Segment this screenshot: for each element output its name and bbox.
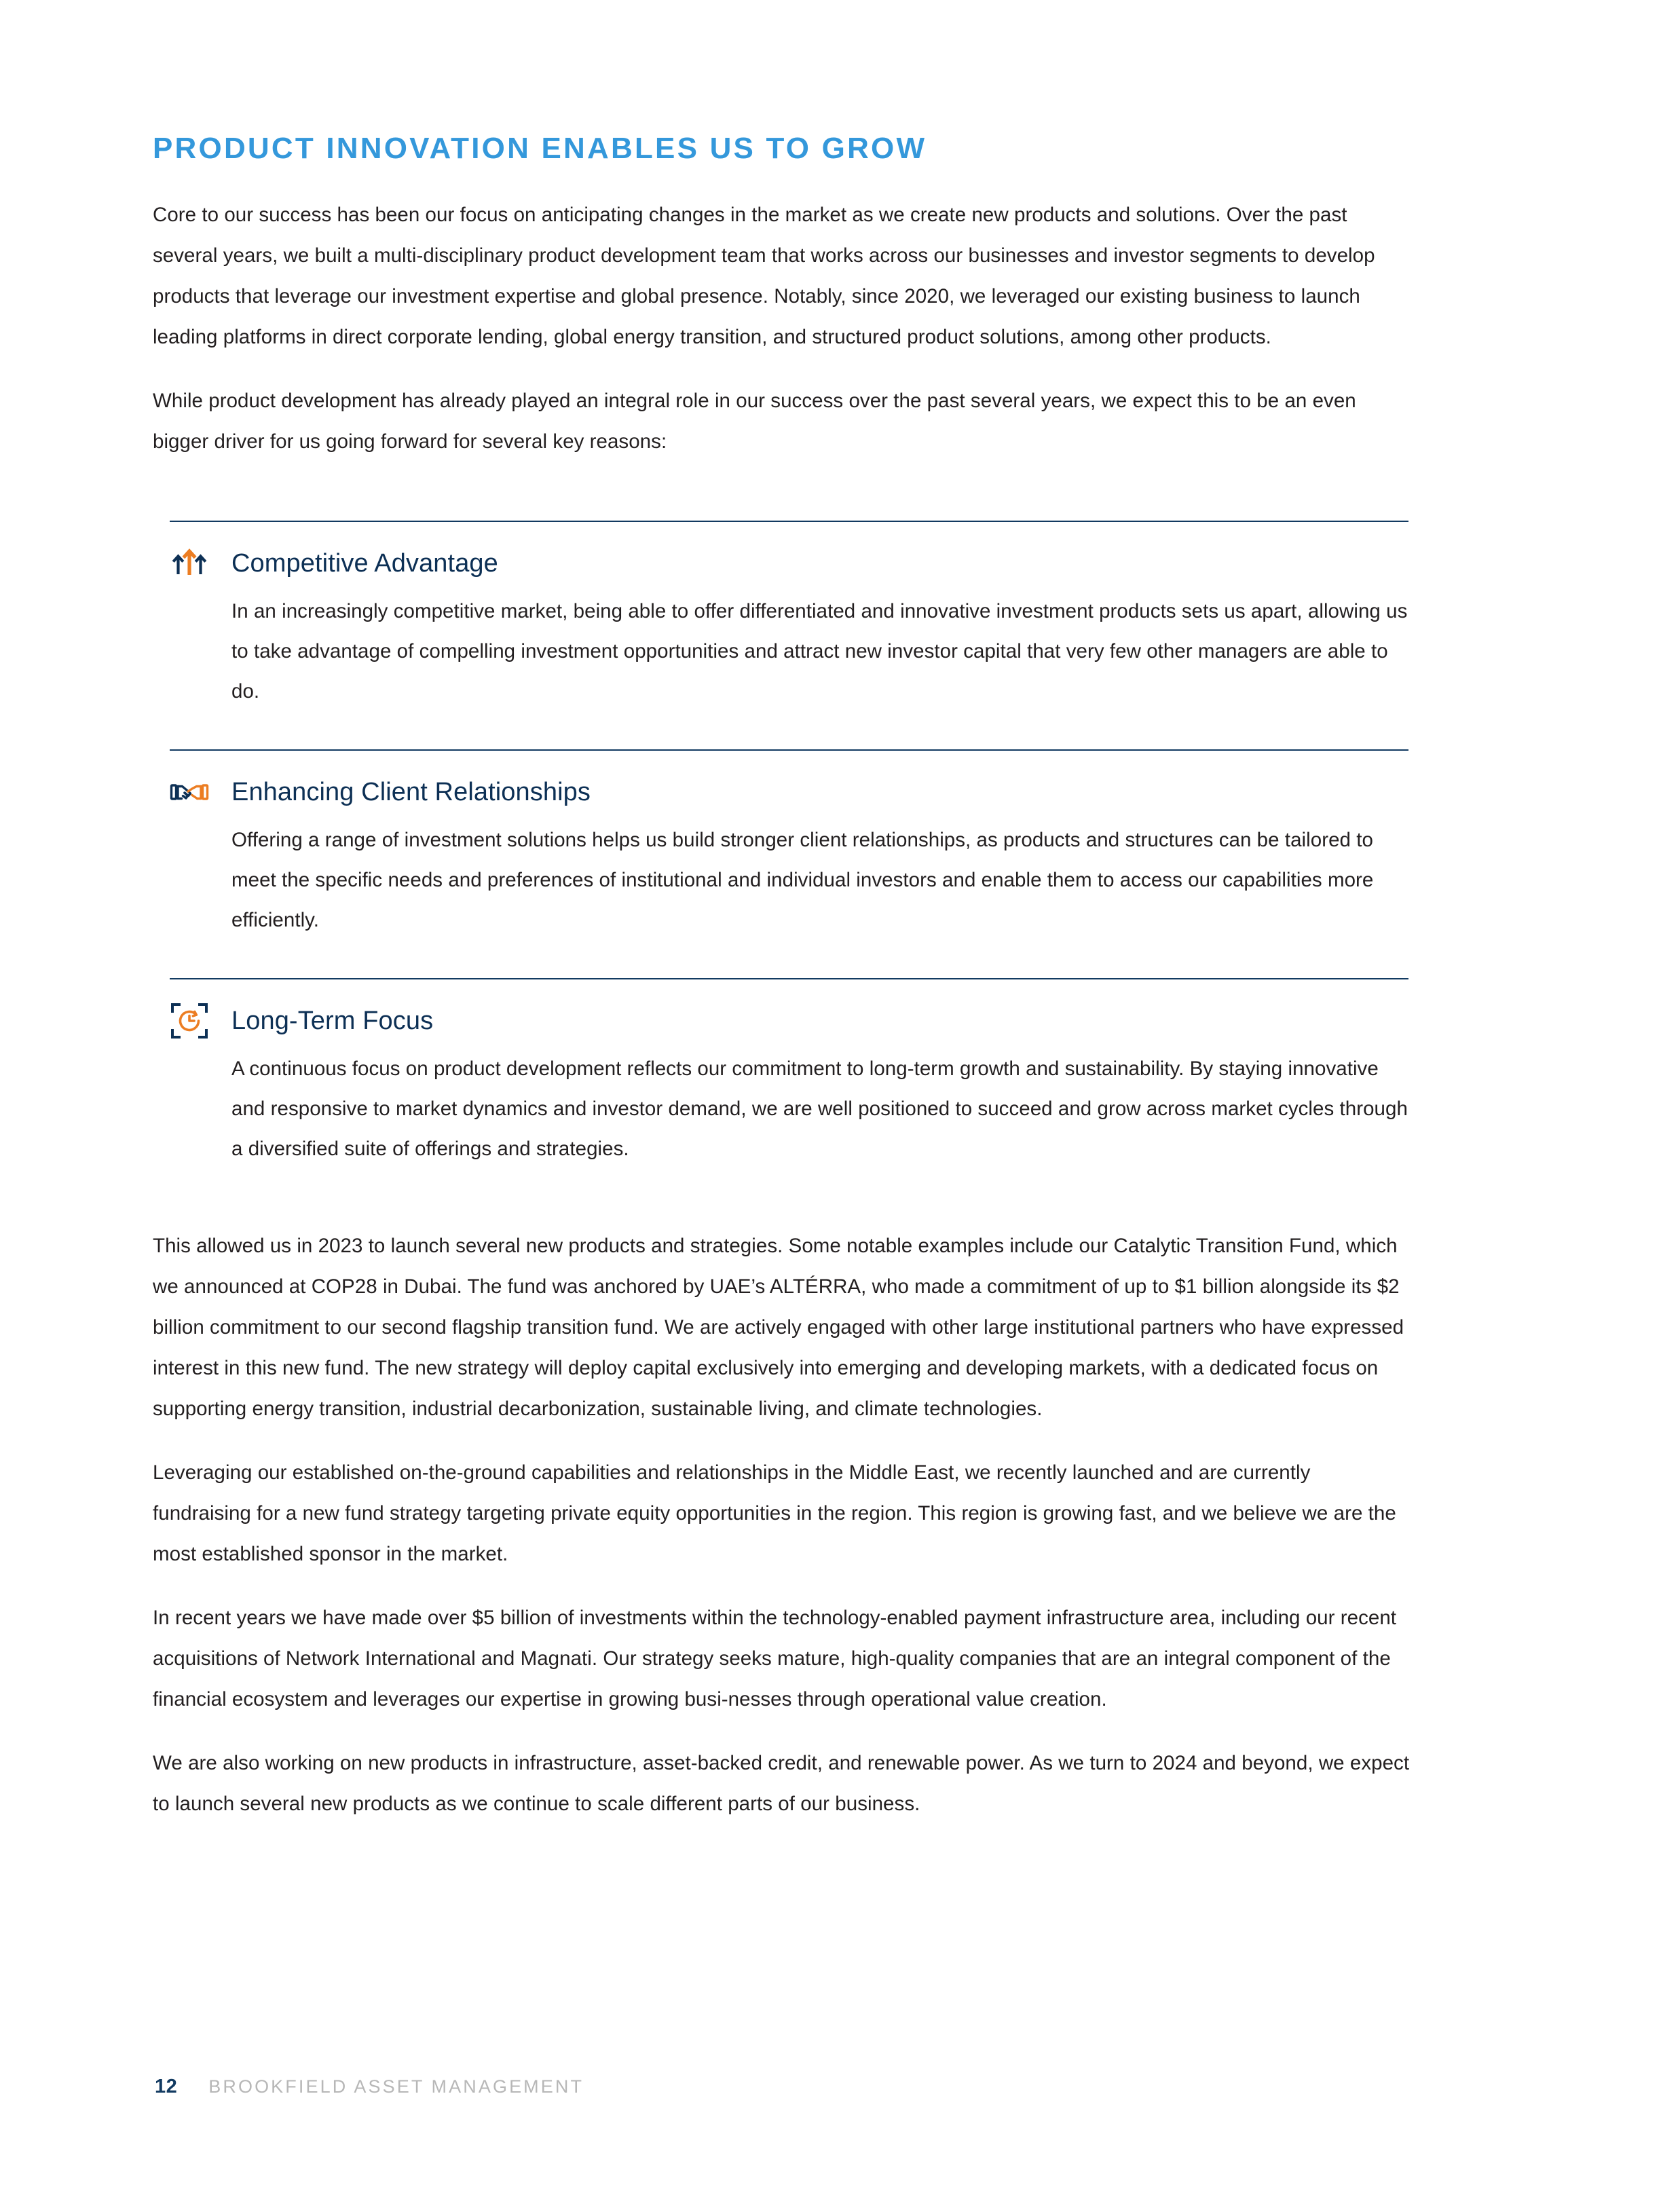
page-footer <box>155 2076 584 2098</box>
feature-item-enhancing-client-relationships <box>170 749 1408 940</box>
clock-in-brackets-icon <box>170 1001 209 1041</box>
feature-description: In an increasingly competitive market, being able to offer differentiated and innovative investment products sets us apart, allowing us to take advantage of compelling investment opportunities and attract new investor capital that very few other managers are able to do. <box>231 600 1408 703</box>
feature-body <box>231 1049 1408 1169</box>
intro-paragraph-1: Core to our success has been our focus on anticipating changes in the market as we create new products and solutions. Over the past several years, we built a multi-disciplinary product development team that works across our businesses and investor segments to develop products that leverage our investment expertise and global presence. Notably, since 2020, we leveraged our existing business to launch leading platforms in direct corporate lending, global energy transition, and structured product solutions, among other products. <box>153 204 1375 349</box>
feature-description: Offering a range of investment solutions helps us build stronger client relationships, as products and structures can be tailored to meet the specific needs and preferences of institutional and individual investors and enable them to access our capabilities more efficiently. <box>231 829 1374 932</box>
feature-item-long-term-focus <box>170 978 1408 1169</box>
feature-title: Long-Term Focus <box>231 1006 434 1035</box>
closing-section <box>153 1226 1414 1825</box>
closing-paragraph-4: We are also working on new products in infrastructure, asset-backed credit, and renewable power. As we turn to 2024 and beyond, we expect to launch several new products as we continue to scale different parts of our business. <box>153 1752 1410 1816</box>
feature-body <box>231 820 1408 940</box>
feature-item-competitive-advantage <box>170 521 1408 711</box>
page-content <box>153 132 1414 1825</box>
feature-header <box>170 771 1408 813</box>
closing-paragraph-2: Leveraging our established on-the-ground capabilities and relationships in the Middle East, we recently launched and are currently fundraising for a new fund strategy targeting private equity opportunities in the region. This region is growing fast, and we believe we are the most established sponsor in the market. <box>153 1461 1396 1566</box>
page-title: PRODUCT INNOVATION ENABLES US TO GROW <box>153 132 927 165</box>
feature-header <box>170 542 1408 584</box>
handshake-icon <box>170 772 209 812</box>
feature-title: Enhancing Client Relationships <box>231 777 591 806</box>
feature-list <box>153 521 1414 1169</box>
footer-company-name: BROOKFIELD ASSET MANAGEMENT <box>208 2076 584 2097</box>
closing-paragraph-1: This allowed us in 2023 to launch several new products and strategies. Some notable examples include our Catalytic Transition Fund, which we announced at COP28 in Dubai. The fund was anchored by UAE’s ALTÉRRA, who made a commitment of up to $1 billion alongside its $2 billion commitment to our second flagship transition fund. We are actively engaged with other large institutional partners who have expressed interest in this new fund. The new strategy will deploy capital exclusively into emerging and developing markets, with a dedicated focus on supporting energy transition, industrial decarbonization, sustainable living, and climate technologies. <box>153 1235 1404 1421</box>
three-up-arrows-icon <box>170 544 209 583</box>
feature-title: Competitive Advantage <box>231 548 498 578</box>
feature-description: A continuous focus on product development reflects our commitment to long-term growth and sustainability. By staying innovative and responsive to market dynamics and investor demand, we are well positioned to succeed and grow across market cycles through a diversified suite of offerings and strategies. <box>231 1058 1408 1161</box>
feature-body <box>231 591 1408 711</box>
feature-header <box>170 1000 1408 1042</box>
footer-page-number: 12 <box>155 2076 178 2097</box>
closing-paragraph-3: In recent years we have made over $5 billion of investments within the technology-enabled payment infrastructure area, including our recent acquisitions of Network International and Magnati. Our strategy seeks mature, high-quality companies that are an integral component of the financial ecosystem and leverages our expertise in growing busi-nesses through operational value creation. <box>153 1607 1397 1711</box>
intro-paragraph-2: While product development has already played an integral role in our success over the past several years, we expect this to be an even bigger driver for us going forward for several key reasons: <box>153 390 1356 453</box>
